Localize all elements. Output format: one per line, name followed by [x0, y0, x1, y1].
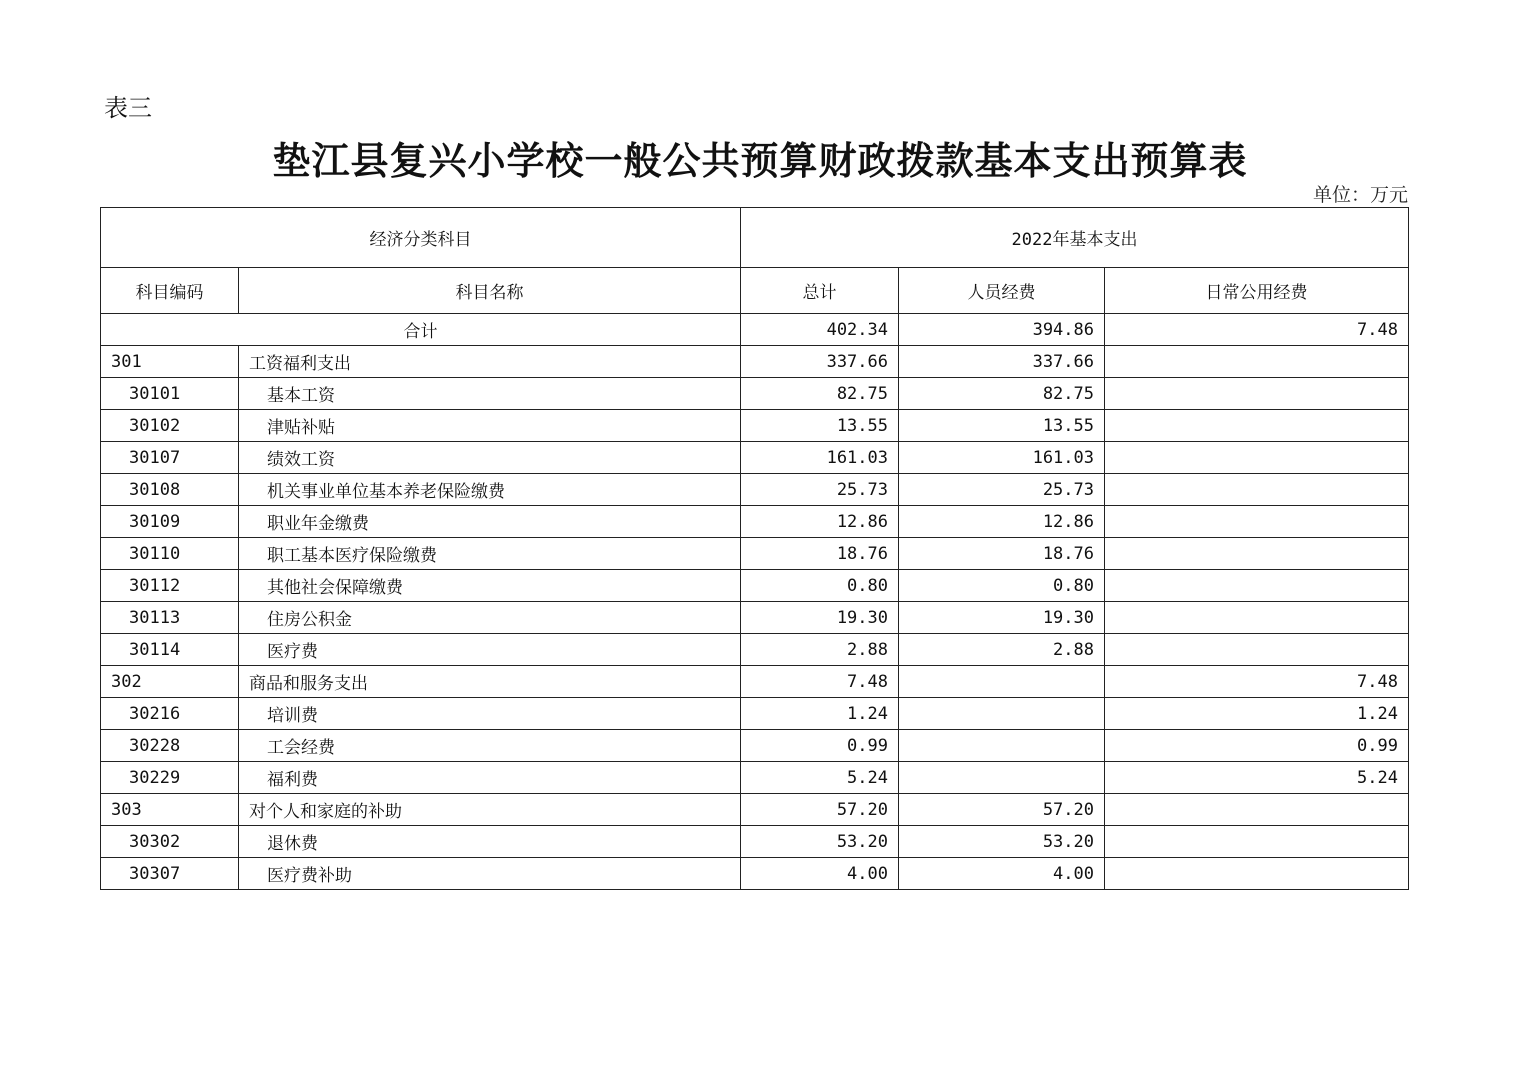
row-total: 5.24 — [741, 762, 899, 794]
row-public — [1105, 794, 1409, 826]
row-public: 1.24 — [1105, 698, 1409, 730]
header-personnel: 人员经费 — [899, 268, 1105, 314]
row-personnel — [899, 762, 1105, 794]
row-total: 161.03 — [741, 442, 899, 474]
table-row — [101, 762, 1409, 794]
row-personnel: 82.75 — [899, 378, 1105, 410]
header-group-row — [101, 208, 1409, 268]
row-public — [1105, 858, 1409, 890]
row-personnel: 18.76 — [899, 538, 1105, 570]
table-row — [101, 634, 1409, 666]
table-row — [101, 506, 1409, 538]
total-amount: 402.34 — [741, 314, 899, 346]
row-personnel — [899, 730, 1105, 762]
row-personnel: 53.20 — [899, 826, 1105, 858]
row-personnel: 25.73 — [899, 474, 1105, 506]
row-name: 职业年金缴费 — [239, 506, 741, 538]
row-name: 绩效工资 — [239, 442, 741, 474]
table-row — [101, 442, 1409, 474]
header-name: 科目名称 — [239, 268, 741, 314]
row-name: 其他社会保障缴费 — [239, 570, 741, 602]
total-personnel: 394.86 — [899, 314, 1105, 346]
row-personnel: 2.88 — [899, 634, 1105, 666]
row-total: 57.20 — [741, 794, 899, 826]
row-name: 津贴补贴 — [239, 410, 741, 442]
table-row — [101, 538, 1409, 570]
row-public — [1105, 378, 1409, 410]
row-public — [1105, 634, 1409, 666]
row-public — [1105, 346, 1409, 378]
table-row — [101, 858, 1409, 890]
total-label: 合计 — [101, 314, 741, 346]
row-total: 25.73 — [741, 474, 899, 506]
header-public: 日常公用经费 — [1105, 268, 1409, 314]
row-total: 1.24 — [741, 698, 899, 730]
header-economic-classification: 经济分类科目 — [101, 208, 741, 268]
row-personnel — [899, 666, 1105, 698]
row-public — [1105, 826, 1409, 858]
row-public: 0.99 — [1105, 730, 1409, 762]
row-total: 7.48 — [741, 666, 899, 698]
row-public — [1105, 442, 1409, 474]
row-code: 30112 — [101, 570, 239, 602]
row-name: 机关事业单位基本养老保险缴费 — [239, 474, 741, 506]
row-code: 30110 — [101, 538, 239, 570]
row-code: 302 — [101, 666, 239, 698]
row-code: 30302 — [101, 826, 239, 858]
table-row — [101, 666, 1409, 698]
row-total: 2.88 — [741, 634, 899, 666]
row-total: 53.20 — [741, 826, 899, 858]
row-personnel: 161.03 — [899, 442, 1105, 474]
row-code: 30229 — [101, 762, 239, 794]
table-row — [101, 698, 1409, 730]
row-name: 住房公积金 — [239, 602, 741, 634]
row-personnel — [899, 698, 1105, 730]
table-row — [101, 730, 1409, 762]
header-code: 科目编码 — [101, 268, 239, 314]
table-row — [101, 794, 1409, 826]
total-row — [101, 314, 1409, 346]
row-name: 医疗费补助 — [239, 858, 741, 890]
row-code: 30216 — [101, 698, 239, 730]
row-public — [1105, 602, 1409, 634]
row-code: 30114 — [101, 634, 239, 666]
row-code: 30102 — [101, 410, 239, 442]
row-name: 退休费 — [239, 826, 741, 858]
row-personnel: 4.00 — [899, 858, 1105, 890]
table-row — [101, 378, 1409, 410]
table-row — [101, 826, 1409, 858]
row-name: 职工基本医疗保险缴费 — [239, 538, 741, 570]
row-name: 商品和服务支出 — [239, 666, 741, 698]
row-code: 303 — [101, 794, 239, 826]
row-personnel: 13.55 — [899, 410, 1105, 442]
document-title: 垫江县复兴小学校一般公共预算财政拨款基本支出预算表 — [272, 138, 1248, 183]
row-total: 0.80 — [741, 570, 899, 602]
row-name: 对个人和家庭的补助 — [239, 794, 741, 826]
header-column-row — [101, 268, 1409, 314]
row-personnel: 12.86 — [899, 506, 1105, 538]
row-personnel: 337.66 — [899, 346, 1105, 378]
table-row — [101, 474, 1409, 506]
row-public: 7.48 — [1105, 666, 1409, 698]
row-code: 30108 — [101, 474, 239, 506]
row-public — [1105, 410, 1409, 442]
header-basic-expenditure-2022: 2022年基本支出 — [741, 208, 1409, 268]
row-code: 30307 — [101, 858, 239, 890]
row-public — [1105, 474, 1409, 506]
row-code: 30101 — [101, 378, 239, 410]
unit-label: 单位：万元 — [1312, 184, 1408, 206]
row-total: 4.00 — [741, 858, 899, 890]
row-total: 12.86 — [741, 506, 899, 538]
row-public — [1105, 538, 1409, 570]
row-name: 医疗费 — [239, 634, 741, 666]
table-row — [101, 410, 1409, 442]
row-total: 82.75 — [741, 378, 899, 410]
row-name: 福利费 — [239, 762, 741, 794]
row-code: 30228 — [101, 730, 239, 762]
row-personnel: 57.20 — [899, 794, 1105, 826]
row-public — [1105, 570, 1409, 602]
table-row — [101, 346, 1409, 378]
row-code: 301 — [101, 346, 239, 378]
table-row — [101, 602, 1409, 634]
row-name: 培训费 — [239, 698, 741, 730]
row-public: 5.24 — [1105, 762, 1409, 794]
row-total: 0.99 — [741, 730, 899, 762]
budget-table-body — [101, 208, 1409, 890]
budget-table — [100, 207, 1409, 890]
total-public: 7.48 — [1105, 314, 1409, 346]
row-name: 工会经费 — [239, 730, 741, 762]
row-name: 工资福利支出 — [239, 346, 741, 378]
table-label: 表三 — [104, 94, 152, 122]
row-code: 30113 — [101, 602, 239, 634]
row-total: 13.55 — [741, 410, 899, 442]
header-total: 总计 — [741, 268, 899, 314]
table-row — [101, 570, 1409, 602]
row-name: 基本工资 — [239, 378, 741, 410]
row-total: 337.66 — [741, 346, 899, 378]
row-total: 18.76 — [741, 538, 899, 570]
row-code: 30107 — [101, 442, 239, 474]
row-personnel: 19.30 — [899, 602, 1105, 634]
row-total: 19.30 — [741, 602, 899, 634]
row-personnel: 0.80 — [899, 570, 1105, 602]
row-code: 30109 — [101, 506, 239, 538]
row-public — [1105, 506, 1409, 538]
